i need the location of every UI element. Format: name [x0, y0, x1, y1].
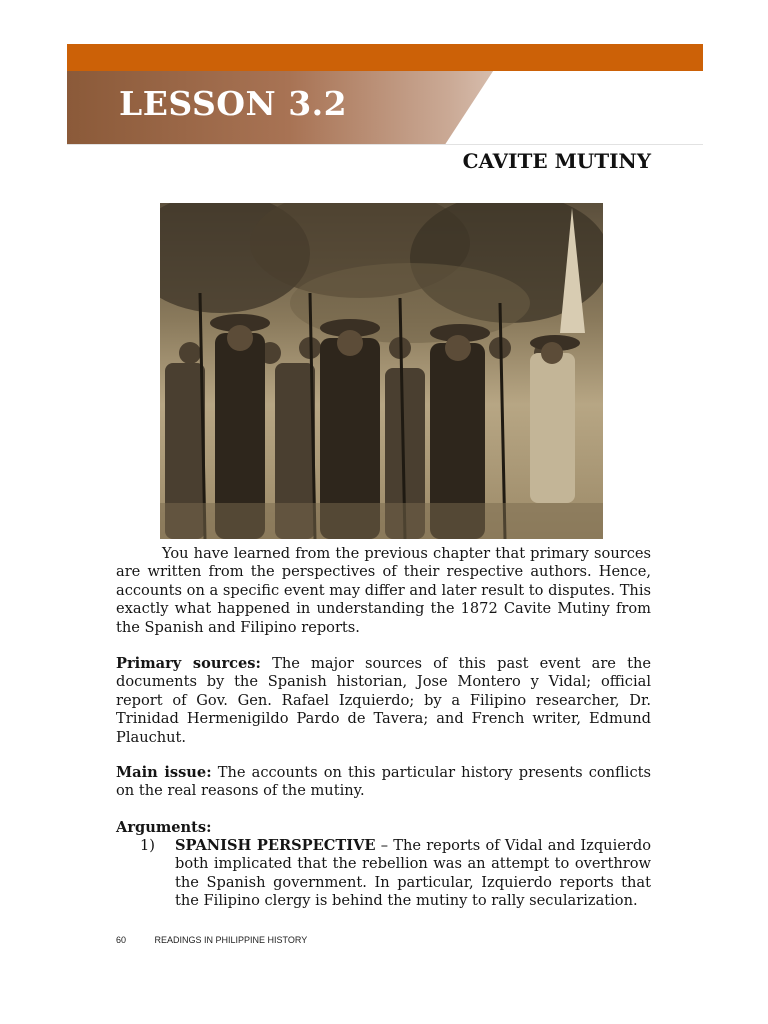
historical-photo-icon	[160, 203, 603, 539]
lesson-title: LESSON 3.2	[119, 84, 348, 123]
main-issue-paragraph	[116, 764, 651, 801]
page-footer	[116, 935, 307, 945]
page-number: 60	[116, 935, 127, 945]
arguments-heading: Arguments:	[116, 819, 212, 836]
historical-photo	[160, 203, 603, 539]
book-title: READINGS IN PHILIPPINE HISTORY	[154, 935, 308, 945]
header-accent-bar	[67, 44, 703, 71]
header-divider	[67, 144, 703, 145]
lesson-subtitle: CAVITE MUTINY	[462, 149, 651, 173]
intro-paragraph: You have learned from the previous chapter that primary sources are written from the perspectives of their respective authors. Hence, accounts on a specific event may differ and later result to disputes. This exactly what happened in understanding the 1872 Cavite Mutiny from the Spanish and Filipino reports.	[116, 545, 651, 636]
main-issue-label: Main issue:	[116, 764, 212, 781]
argument-number: 1)	[140, 837, 155, 854]
primary-sources-text: The major sources of this past event are the documents by the Spanish historian, Jose Montero y Vidal; official report of Gov. Gen. Rafael Izquierdo; by a Filipino researcher, Dr. Trinidad Hermenigildo Pardo de Tavera; and French writer, Edmund Plauchut.	[116, 655, 651, 746]
argument-body: – The reports of Vidal and Izquierdo both implicated that the rebellion was an attempt to overthrow the Spanish government. In particular, Izquierdo reports that the Filipino clergy is behind the mutiny to rally secularization.	[175, 837, 651, 910]
primary-sources-paragraph	[116, 655, 651, 747]
main-issue-text: The accounts on this particular history presents conflicts on the real reasons of the mutiny.	[116, 764, 651, 800]
primary-sources-label: Primary sources:	[116, 655, 261, 672]
argument-label: SPANISH PERSPECTIVE	[175, 837, 376, 854]
argument-text	[175, 837, 651, 911]
